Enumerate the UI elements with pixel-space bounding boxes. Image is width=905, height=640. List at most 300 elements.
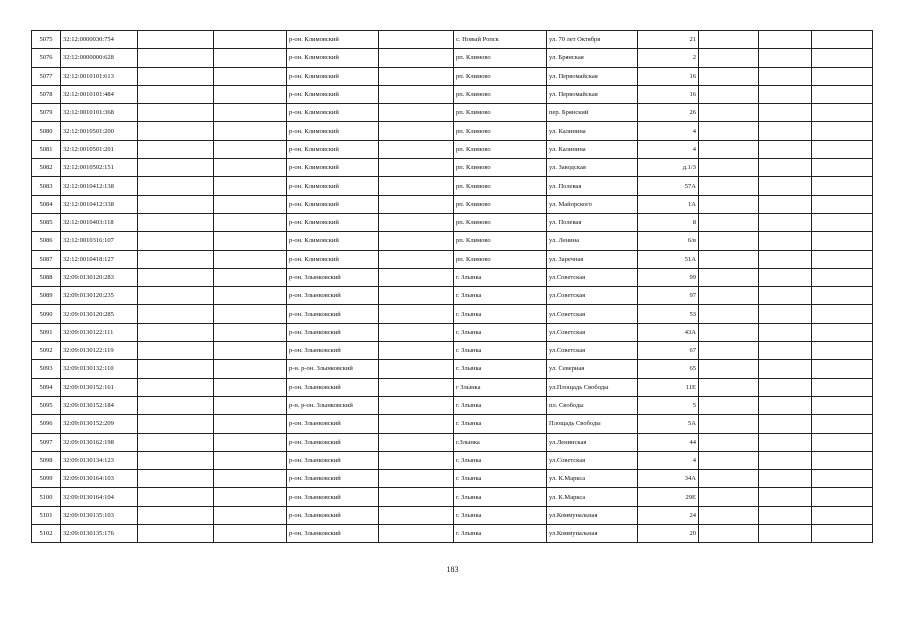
settlement-cell: г. Злынка [454, 415, 547, 433]
street-cell: ул.Советская [547, 342, 638, 360]
house-number-cell: 20 [638, 525, 699, 543]
blank-cell-cell [699, 140, 759, 158]
blank-cell-cell [699, 85, 759, 103]
blank-cell-cell [699, 31, 759, 49]
blank-cell-cell [138, 451, 214, 469]
cadastral-number-cell: 32:09:0130122:111 [61, 323, 138, 341]
table-row [32, 415, 873, 433]
blank-cell-cell [214, 415, 287, 433]
blank-cell-cell [138, 31, 214, 49]
blank-cell-cell [214, 396, 287, 414]
table-row [32, 67, 873, 85]
district-cell: р-он. Климовский [287, 250, 379, 268]
settlement-cell: рп. Климово [454, 104, 547, 122]
blank-cell-cell [379, 287, 454, 305]
blank-cell-cell [812, 159, 873, 177]
cadastral-number-cell: 32:12:0010316:107 [61, 232, 138, 250]
street-cell: ул. Заречная [547, 250, 638, 268]
table-row [32, 433, 873, 451]
table-row [32, 213, 873, 231]
settlement-cell: г Злынка [454, 378, 547, 396]
house-number-cell: 1А [638, 195, 699, 213]
street-cell: ул. Полевая [547, 177, 638, 195]
blank-cell-cell [812, 433, 873, 451]
district-cell: р-он. Злынковский [287, 451, 379, 469]
street-cell: ул.Советская [547, 287, 638, 305]
district-cell: р-он. Климовский [287, 49, 379, 67]
blank-cell-cell [138, 213, 214, 231]
blank-cell-cell [812, 31, 873, 49]
cadastral-number-cell: 32:09:0130120:285 [61, 305, 138, 323]
blank-cell-cell [812, 49, 873, 67]
row-number-cell: 5096 [32, 415, 61, 433]
blank-cell-cell [812, 177, 873, 195]
blank-cell-cell [214, 378, 287, 396]
house-number-cell: 8 [638, 213, 699, 231]
row-number-cell: 5088 [32, 268, 61, 286]
row-number-cell: 5082 [32, 159, 61, 177]
blank-cell-cell [214, 525, 287, 543]
district-cell: р-н. р-он. Злынковский [287, 396, 379, 414]
blank-cell-cell [379, 305, 454, 323]
blank-cell-cell [699, 104, 759, 122]
street-cell: ул.Коммунальная [547, 525, 638, 543]
settlement-cell: с. Новый Ропск [454, 31, 547, 49]
row-number-cell: 5091 [32, 323, 61, 341]
blank-cell-cell [138, 525, 214, 543]
blank-cell-cell [214, 433, 287, 451]
blank-cell-cell [759, 488, 812, 506]
house-number-cell: 57А [638, 177, 699, 195]
blank-cell-cell [759, 268, 812, 286]
row-number-cell: 5090 [32, 305, 61, 323]
blank-cell-cell [812, 287, 873, 305]
blank-cell-cell [812, 360, 873, 378]
settlement-cell: г. Злынка [454, 470, 547, 488]
table-body [32, 31, 873, 543]
blank-cell-cell [138, 177, 214, 195]
blank-cell-cell [759, 195, 812, 213]
district-cell: р-он. Злынковский [287, 287, 379, 305]
settlement-cell: рп. Климово [454, 250, 547, 268]
house-number-cell: 16 [638, 67, 699, 85]
settlement-cell: г. Злынка [454, 268, 547, 286]
table-row [32, 31, 873, 49]
blank-cell-cell [812, 342, 873, 360]
table-row [32, 140, 873, 158]
cadastral-number-cell: 32:09:0130164:104 [61, 488, 138, 506]
street-cell: Площадь Свободы [547, 415, 638, 433]
blank-cell-cell [379, 268, 454, 286]
house-number-cell: 4 [638, 451, 699, 469]
street-cell: ул. Калинина [547, 122, 638, 140]
blank-cell-cell [214, 323, 287, 341]
street-cell: ул. Заводская [547, 159, 638, 177]
blank-cell-cell [699, 378, 759, 396]
row-number-cell: 5094 [32, 378, 61, 396]
house-number-cell: 65 [638, 360, 699, 378]
street-cell: ул. Северная [547, 360, 638, 378]
district-cell: р-он. Злынковский [287, 470, 379, 488]
district-cell: р-н. р-он. Злынковский [287, 360, 379, 378]
street-cell: ул. Брянская [547, 49, 638, 67]
settlement-cell: рп. Климово [454, 213, 547, 231]
blank-cell-cell [812, 195, 873, 213]
house-number-cell: 29Е [638, 488, 699, 506]
district-cell: р-он. Климовский [287, 85, 379, 103]
blank-cell-cell [759, 122, 812, 140]
street-cell: ул.Площадь Свободы [547, 378, 638, 396]
blank-cell-cell [138, 232, 214, 250]
row-number-cell: 5087 [32, 250, 61, 268]
blank-cell-cell [759, 360, 812, 378]
table-row [32, 250, 873, 268]
blank-cell-cell [699, 49, 759, 67]
blank-cell-cell [379, 250, 454, 268]
row-number-cell: 5097 [32, 433, 61, 451]
cadastral-number-cell: 32:12:0010101:368 [61, 104, 138, 122]
table-row [32, 378, 873, 396]
table-row [32, 85, 873, 103]
table-row [32, 177, 873, 195]
row-number-cell: 5098 [32, 451, 61, 469]
blank-cell-cell [214, 49, 287, 67]
blank-cell-cell [379, 360, 454, 378]
blank-cell-cell [759, 451, 812, 469]
blank-cell-cell [138, 268, 214, 286]
blank-cell-cell [214, 232, 287, 250]
cadastral-number-cell: 32:12:0010403:118 [61, 213, 138, 231]
blank-cell-cell [138, 104, 214, 122]
house-number-cell: 5А [638, 415, 699, 433]
blank-cell-cell [812, 140, 873, 158]
settlement-cell: г. Злынка [454, 323, 547, 341]
blank-cell-cell [699, 287, 759, 305]
blank-cell-cell [699, 396, 759, 414]
street-cell: ул. Ленина [547, 232, 638, 250]
blank-cell-cell [138, 342, 214, 360]
blank-cell-cell [214, 268, 287, 286]
blank-cell-cell [759, 396, 812, 414]
street-cell: ул.Советская [547, 268, 638, 286]
district-cell: р-он. Климовский [287, 67, 379, 85]
cadastral-number-cell: 32:12:0010502:151 [61, 159, 138, 177]
cadastral-number-cell: 32:09:0130152:161 [61, 378, 138, 396]
blank-cell-cell [379, 525, 454, 543]
house-number-cell: 5 [638, 396, 699, 414]
row-number-cell: 5089 [32, 287, 61, 305]
table-row [32, 488, 873, 506]
street-cell: ул.Коммунальная [547, 506, 638, 524]
settlement-cell: рп. Климово [454, 177, 547, 195]
district-cell: р-он. Климовский [287, 177, 379, 195]
blank-cell-cell [699, 159, 759, 177]
blank-cell-cell [214, 104, 287, 122]
street-cell: ул.Советская [547, 323, 638, 341]
settlement-cell: рп. Климово [454, 67, 547, 85]
blank-cell-cell [379, 140, 454, 158]
row-number-cell: 5092 [32, 342, 61, 360]
row-number-cell: 5102 [32, 525, 61, 543]
blank-cell-cell [759, 470, 812, 488]
blank-cell-cell [138, 67, 214, 85]
property-register-table [31, 30, 873, 543]
cadastral-number-cell: 32:12:0010412:338 [61, 195, 138, 213]
settlement-cell: г. Злынка [454, 488, 547, 506]
district-cell: р-он. Климовский [287, 213, 379, 231]
blank-cell-cell [812, 268, 873, 286]
row-number-cell: 5081 [32, 140, 61, 158]
blank-cell-cell [214, 85, 287, 103]
blank-cell-cell [699, 323, 759, 341]
blank-cell-cell [812, 232, 873, 250]
blank-cell-cell [759, 305, 812, 323]
blank-cell-cell [138, 287, 214, 305]
row-number-cell: 5100 [32, 488, 61, 506]
blank-cell-cell [214, 506, 287, 524]
blank-cell-cell [138, 305, 214, 323]
row-number-cell: 5075 [32, 31, 61, 49]
district-cell: р-он. Злынковский [287, 488, 379, 506]
blank-cell-cell [759, 378, 812, 396]
blank-cell-cell [214, 213, 287, 231]
blank-cell-cell [759, 49, 812, 67]
table-row [32, 159, 873, 177]
table-row [32, 506, 873, 524]
street-cell: ул.Советская [547, 451, 638, 469]
blank-cell-cell [699, 305, 759, 323]
house-number-cell: 4 [638, 122, 699, 140]
house-number-cell: 44 [638, 433, 699, 451]
blank-cell-cell [379, 396, 454, 414]
street-cell: ул.Советская [547, 305, 638, 323]
settlement-cell: г. Злынка [454, 506, 547, 524]
blank-cell-cell [379, 506, 454, 524]
blank-cell-cell [812, 323, 873, 341]
row-number-cell: 5093 [32, 360, 61, 378]
blank-cell-cell [699, 360, 759, 378]
house-number-cell: 4 [638, 140, 699, 158]
blank-cell-cell [812, 525, 873, 543]
blank-cell-cell [812, 104, 873, 122]
table-row [32, 451, 873, 469]
settlement-cell: г. Злынка [454, 525, 547, 543]
cadastral-number-cell: 32:12:0010101:613 [61, 67, 138, 85]
table-row [32, 360, 873, 378]
blank-cell-cell [699, 506, 759, 524]
street-cell: ул. К.Маркса [547, 470, 638, 488]
blank-cell-cell [699, 470, 759, 488]
blank-cell-cell [138, 323, 214, 341]
house-number-cell: д.1/3 [638, 159, 699, 177]
cadastral-number-cell: 32:12:0010501:200 [61, 122, 138, 140]
settlement-cell: г. Злынка [454, 305, 547, 323]
settlement-cell: г. Злынка [454, 342, 547, 360]
district-cell: р-он. Климовский [287, 140, 379, 158]
table-row [32, 305, 873, 323]
blank-cell-cell [759, 323, 812, 341]
table-row [32, 104, 873, 122]
row-number-cell: 5083 [32, 177, 61, 195]
district-cell: р-он. Злынковский [287, 323, 379, 341]
row-number-cell: 5095 [32, 396, 61, 414]
cadastral-number-cell: 32:09:0130135:103 [61, 506, 138, 524]
street-cell: ул. Полевая [547, 213, 638, 231]
page-number: 183 [446, 565, 459, 574]
row-number-cell: 5086 [32, 232, 61, 250]
cadastral-number-cell: 32:12:0000030:754 [61, 31, 138, 49]
blank-cell-cell [812, 396, 873, 414]
settlement-cell: г.Злынка [454, 433, 547, 451]
blank-cell-cell [699, 342, 759, 360]
street-cell: ул. 70 лет Октября [547, 31, 638, 49]
cadastral-number-cell: 32:09:0130152:209 [61, 415, 138, 433]
table-row [32, 49, 873, 67]
blank-cell-cell [138, 122, 214, 140]
settlement-cell: рп. Климово [454, 159, 547, 177]
house-number-cell: 24 [638, 506, 699, 524]
blank-cell-cell [214, 250, 287, 268]
blank-cell-cell [759, 31, 812, 49]
house-number-cell: 16 [638, 85, 699, 103]
district-cell: р-он. Климовский [287, 232, 379, 250]
district-cell: р-он. Климовский [287, 31, 379, 49]
house-number-cell: 6/в [638, 232, 699, 250]
street-cell: ул. Калинина [547, 140, 638, 158]
blank-cell-cell [699, 232, 759, 250]
table-row [32, 323, 873, 341]
cadastral-number-cell: 32:09:0130164:103 [61, 470, 138, 488]
settlement-cell: г. Злынка [454, 360, 547, 378]
blank-cell-cell [379, 104, 454, 122]
blank-cell-cell [379, 122, 454, 140]
blank-cell-cell [214, 67, 287, 85]
cadastral-number-cell: 32:09:0130134:123 [61, 451, 138, 469]
street-cell: ул. К.Маркса [547, 488, 638, 506]
house-number-cell: 11Е [638, 378, 699, 396]
table-row [32, 342, 873, 360]
blank-cell-cell [699, 268, 759, 286]
blank-cell-cell [759, 140, 812, 158]
cadastral-number-cell: 32:09:0130132:110 [61, 360, 138, 378]
blank-cell-cell [379, 488, 454, 506]
blank-cell-cell [812, 305, 873, 323]
settlement-cell: рп. Климово [454, 195, 547, 213]
street-cell: ул. Первомайская [547, 67, 638, 85]
blank-cell-cell [812, 67, 873, 85]
row-number-cell: 5099 [32, 470, 61, 488]
table-row [32, 232, 873, 250]
cadastral-number-cell: 32:12:0000000:628 [61, 49, 138, 67]
blank-cell-cell [138, 470, 214, 488]
cadastral-number-cell: 32:09:0130162:198 [61, 433, 138, 451]
house-number-cell: 2 [638, 49, 699, 67]
house-number-cell: 21 [638, 31, 699, 49]
blank-cell-cell [699, 250, 759, 268]
table-row [32, 122, 873, 140]
blank-cell-cell [812, 451, 873, 469]
house-number-cell: 67 [638, 342, 699, 360]
blank-cell-cell [379, 470, 454, 488]
blank-cell-cell [699, 67, 759, 85]
blank-cell-cell [214, 305, 287, 323]
blank-cell-cell [379, 451, 454, 469]
blank-cell-cell [214, 360, 287, 378]
blank-cell-cell [812, 378, 873, 396]
blank-cell-cell [214, 122, 287, 140]
blank-cell-cell [138, 378, 214, 396]
blank-cell-cell [812, 506, 873, 524]
street-cell: пер. Брянский [547, 104, 638, 122]
settlement-cell: рп. Климово [454, 85, 547, 103]
house-number-cell: 43А [638, 323, 699, 341]
blank-cell-cell [379, 433, 454, 451]
blank-cell-cell [138, 433, 214, 451]
row-number-cell: 5077 [32, 67, 61, 85]
blank-cell-cell [759, 85, 812, 103]
house-number-cell: 26 [638, 104, 699, 122]
district-cell: р-он. Злынковский [287, 525, 379, 543]
blank-cell-cell [214, 287, 287, 305]
blank-cell-cell [379, 342, 454, 360]
table-row [32, 287, 873, 305]
settlement-cell: рп. Климово [454, 140, 547, 158]
blank-cell-cell [214, 140, 287, 158]
blank-cell-cell [759, 525, 812, 543]
table-row [32, 470, 873, 488]
cadastral-number-cell: 32:12:0010418:127 [61, 250, 138, 268]
blank-cell-cell [379, 31, 454, 49]
blank-cell-cell [138, 396, 214, 414]
district-cell: р-он. Злынковский [287, 433, 379, 451]
row-number-cell: 5101 [32, 506, 61, 524]
row-number-cell: 5080 [32, 122, 61, 140]
row-number-cell: 5085 [32, 213, 61, 231]
blank-cell-cell [379, 67, 454, 85]
table-row [32, 525, 873, 543]
blank-cell-cell [138, 488, 214, 506]
cadastral-number-cell: 32:12:0010501:201 [61, 140, 138, 158]
blank-cell-cell [214, 195, 287, 213]
blank-cell-cell [214, 342, 287, 360]
cadastral-number-cell: 32:09:0130120:235 [61, 287, 138, 305]
blank-cell-cell [214, 31, 287, 49]
cadastral-number-cell: 32:09:0130122:119 [61, 342, 138, 360]
district-cell: р-он. Злынковский [287, 305, 379, 323]
blank-cell-cell [379, 213, 454, 231]
blank-cell-cell [379, 378, 454, 396]
blank-cell-cell [699, 213, 759, 231]
blank-cell-cell [379, 159, 454, 177]
blank-cell-cell [812, 122, 873, 140]
blank-cell-cell [759, 415, 812, 433]
blank-cell-cell [214, 488, 287, 506]
blank-cell-cell [214, 177, 287, 195]
blank-cell-cell [379, 85, 454, 103]
cadastral-number-cell: 32:09:0130120:283 [61, 268, 138, 286]
district-cell: р-он. Климовский [287, 104, 379, 122]
street-cell: ул. Первомайская [547, 85, 638, 103]
settlement-cell: рп. Климово [454, 232, 547, 250]
blank-cell-cell [379, 195, 454, 213]
blank-cell-cell [699, 525, 759, 543]
cadastral-number-cell: 32:09:0130135:176 [61, 525, 138, 543]
street-cell: ул. Майорского [547, 195, 638, 213]
blank-cell-cell [812, 470, 873, 488]
table-row [32, 396, 873, 414]
blank-cell-cell [759, 232, 812, 250]
blank-cell-cell [699, 415, 759, 433]
